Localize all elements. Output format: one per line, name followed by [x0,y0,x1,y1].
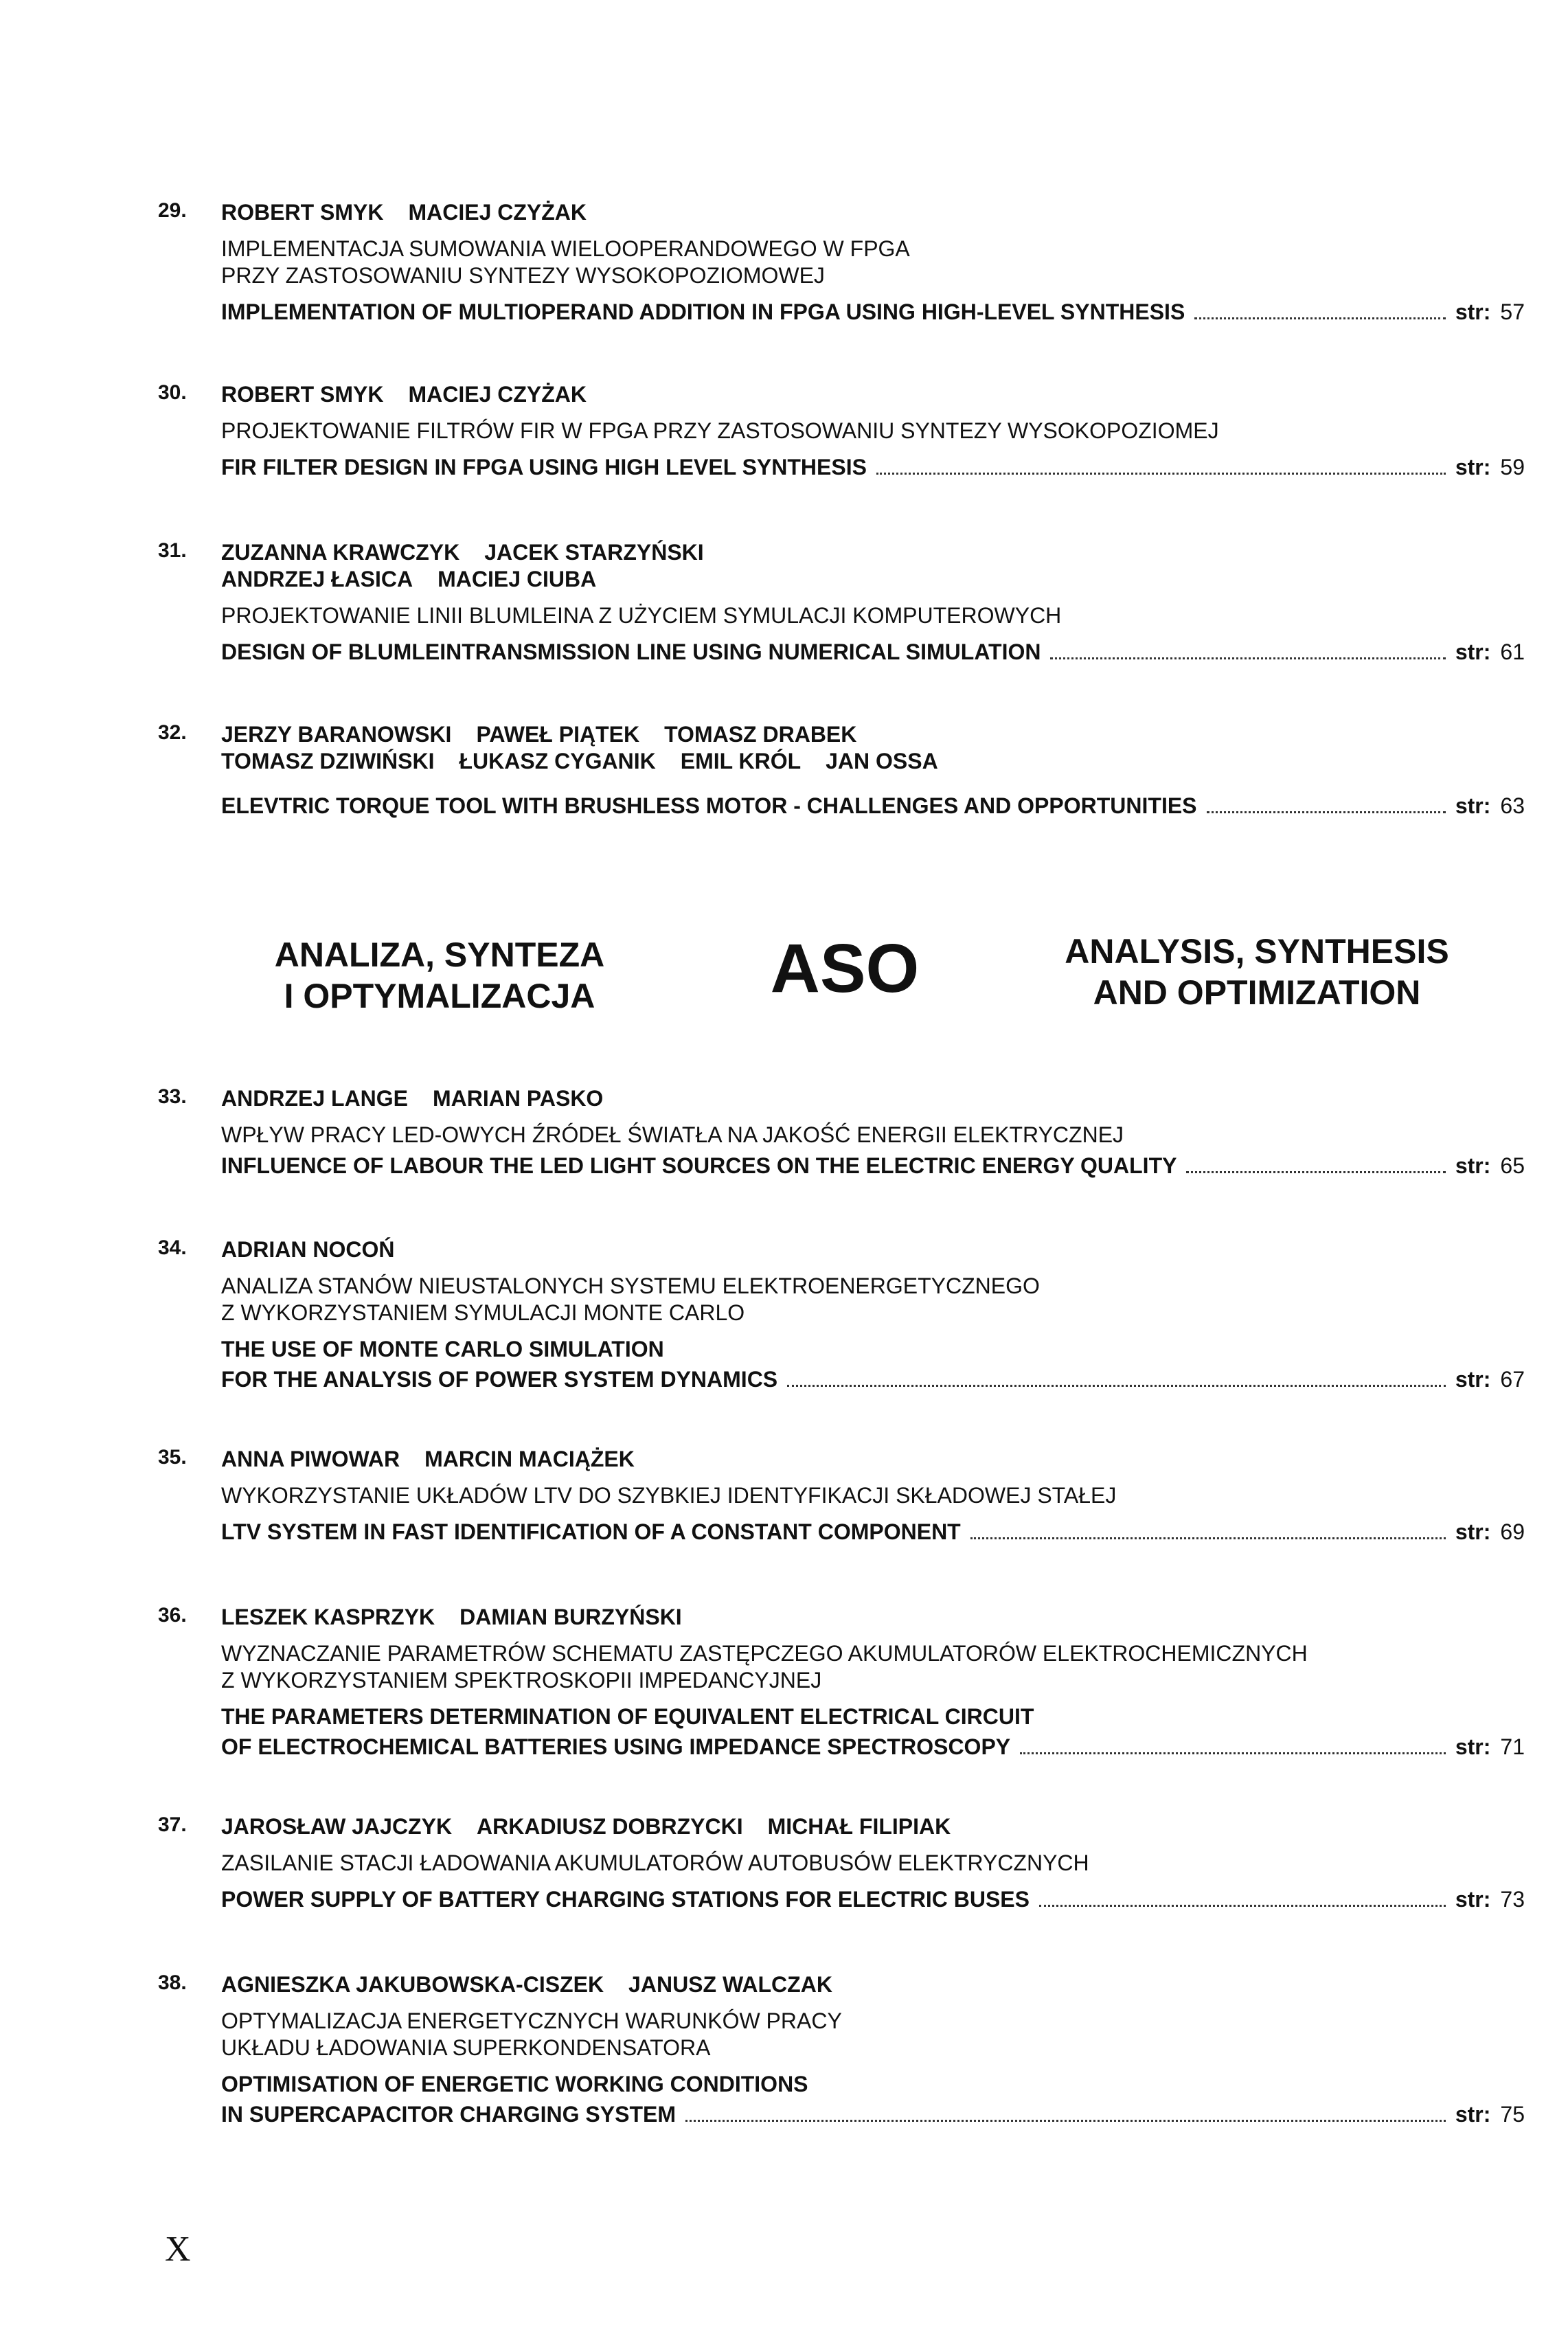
english-title: DESIGN OF BLUMLEINTRANSMISSION LINE USING NUMERICAL SIMULATION str: 61 [221,637,1525,668]
dot-leader [685,2120,1446,2122]
english-title: THE PARAMETERS DETERMINATION OF EQUIVALENT ELECTRICAL CIRCUIT OF ELECTROCHEMICAL BATTERIES USING IMPEDANCE SPECTROSCOPY str: 71 [221,1702,1525,1762]
dot-leader [1186,1171,1445,1173]
page-reference: str: 57 [1455,299,1525,325]
polish-title: WPŁYW PRACY LED-OWYCH ŹRÓDEŁ ŚWIATŁA NA JAKOŚĆ ENERGII ELEKTRYCZNEJ [221,1122,1124,1148]
polish-title: WYZNACZANIE PARAMETRÓW SCHEMATU ZASTĘPCZEGO AKUMULATORÓW ELEKTROCHEMICZNYCH Z WYKORZYSTANIEM SPEKTROSKOPII IMPEDANCYJNEJ [221,1641,1308,1693]
entry-authors: JAROSŁAW JAJCZYK ARKADIUSZ DOBRZYCKI MICHAŁ FILIPIAK [221,1814,951,1839]
page-reference: str: 61 [1455,639,1525,665]
polish-title: IMPLEMENTACJA SUMOWANIA WIELOOPERANDOWEGO W FPGA PRZY ZASTOSOWANIU SYNTEZY WYSOKOPOZIOMOWEJ [221,236,910,288]
english-title: IMPLEMENTATION OF MULTIOPERAND ADDITION IN FPGA USING HIGH-LEVEL SYNTHESIS str: 57 [221,297,1525,328]
dot-leader [1194,317,1446,319]
polish-title: ZASILANIE STACJI ŁADOWANIA AKUMULATORÓW AUTOBUSÓW ELEKTRYCZNYCH [221,1850,1089,1876]
entry-number: 33. [158,1085,187,1108]
dot-leader [1050,657,1445,659]
entry-number: 34. [158,1236,187,1259]
page-reference: str: 69 [1455,1519,1525,1545]
entry-number: 30. [158,381,187,404]
entry-authors-line-2: TOMASZ DZIWIŃSKI ŁUKASZ CYGANIK EMIL KRÓL JAN OSSA [221,749,938,774]
polish-title: PROJEKTOWANIE LINII BLUMLEINA Z UŻYCIEM SYMULACJI KOMPUTEROWYCH [221,603,1062,629]
page-folio: X [165,2230,191,2269]
polish-title: PROJEKTOWANIE FILTRÓW FIR W FPGA PRZY ZASTOSOWANIU SYNTEZY WYSOKOPOZIOMEJ [221,418,1219,444]
page-reference: str: 65 [1455,1153,1525,1179]
page-reference: str: 59 [1455,455,1525,480]
entry-number: 32. [158,721,187,744]
entry-authors: ZUZANNA KRAWCZYK JACEK STARZYŃSKI [221,540,704,565]
page-reference: str: 73 [1455,1887,1525,1912]
entry-number: 31. [158,539,187,562]
english-title: FIR FILTER DESIGN IN FPGA USING HIGH LEVEL SYNTHESIS str: 59 [221,453,1525,483]
page-reference: str: 75 [1455,2101,1525,2127]
entry-authors: JERZY BARANOWSKI PAWEŁ PIĄTEK TOMASZ DRABEK [221,722,857,747]
dot-leader [787,1385,1446,1387]
entry-number: 37. [158,1813,187,1836]
page-reference: str: 71 [1455,1734,1525,1759]
entry-number: 29. [158,199,187,222]
page-reference: str: 67 [1455,1366,1525,1392]
english-title: ELEVTRIC TORQUE TOOL WITH BRUSHLESS MOTOR - CHALLENGES AND OPPORTUNITIES str: 63 [221,791,1525,822]
entry-authors: ADRIAN NOCOŃ [221,1237,395,1262]
english-title: INFLUENCE OF LABOUR THE LED LIGHT SOURCES ON THE ELECTRIC ENERGY QUALITY str: 65 [221,1151,1525,1181]
page-reference: str: 63 [1455,793,1525,819]
entry-number: 35. [158,1446,187,1469]
entry-number: 36. [158,1604,187,1627]
english-title: THE USE OF MONTE CARLO SIMULATION FOR THE ANALYSIS OF POWER SYSTEM DYNAMICS str: 67 [221,1335,1525,1394]
entry-number: 38. [158,1971,187,1994]
entry-authors: ROBERT SMYK MACIEJ CZYŻAK [221,382,587,407]
english-title: LTV SYSTEM IN FAST IDENTIFICATION OF A CONSTANT COMPONENT str: 69 [221,1517,1525,1548]
section-title-english: ANALYSIS, SYNTHESIS AND OPTIMIZATION [1065,932,1449,1012]
dot-leader [1039,1905,1446,1907]
dot-leader [1207,811,1446,813]
entry-authors-line-2: ANDRZEJ ŁASICA MACIEJ CIUBA [221,567,597,592]
dot-leader [970,1537,1446,1539]
entry-authors: ANNA PIWOWAR MARCIN MACIĄŻEK [221,1447,635,1471]
entry-authors: ROBERT SMYK MACIEJ CZYŻAK [221,200,587,225]
english-title: POWER SUPPLY OF BATTERY CHARGING STATIONS FOR ELECTRIC BUSES str: 73 [221,1885,1525,1915]
english-title: OPTIMISATION OF ENERGETIC WORKING CONDITIONS IN SUPERCAPACITOR CHARGING SYSTEM str: 75 [221,2070,1525,2129]
polish-title: OPTYMALIZACJA ENERGETYCZNYCH WARUNKÓW PRACY UKŁADU ŁADOWANIA SUPERKONDENSATORA [221,2008,842,2061]
dot-leader [876,473,1446,475]
section-title-polish: ANALIZA, SYNTEZA I OPTYMALIZACJA [274,936,605,1015]
polish-title: WYKORZYSTANIE UKŁADÓW LTV DO SZYBKIEJ IDENTYFIKACJI SKŁADOWEJ STAŁEJ [221,1483,1117,1508]
entry-authors: AGNIESZKA JAKUBOWSKA-CISZEK JANUSZ WALCZAK [221,1972,832,1997]
dot-leader [1020,1752,1446,1754]
section-abbreviation: ASO [770,930,920,1007]
entry-authors: ANDRZEJ LANGE MARIAN PASKO [221,1086,604,1111]
entry-authors: LESZEK KASPRZYK DAMIAN BURZYŃSKI [221,1605,682,1629]
polish-title: ANALIZA STANÓW NIEUSTALONYCH SYSTEMU ELEKTROENERGETYCZNEGO Z WYKORZYSTANIEM SYMULACJI MONTE CARLO [221,1274,1040,1326]
